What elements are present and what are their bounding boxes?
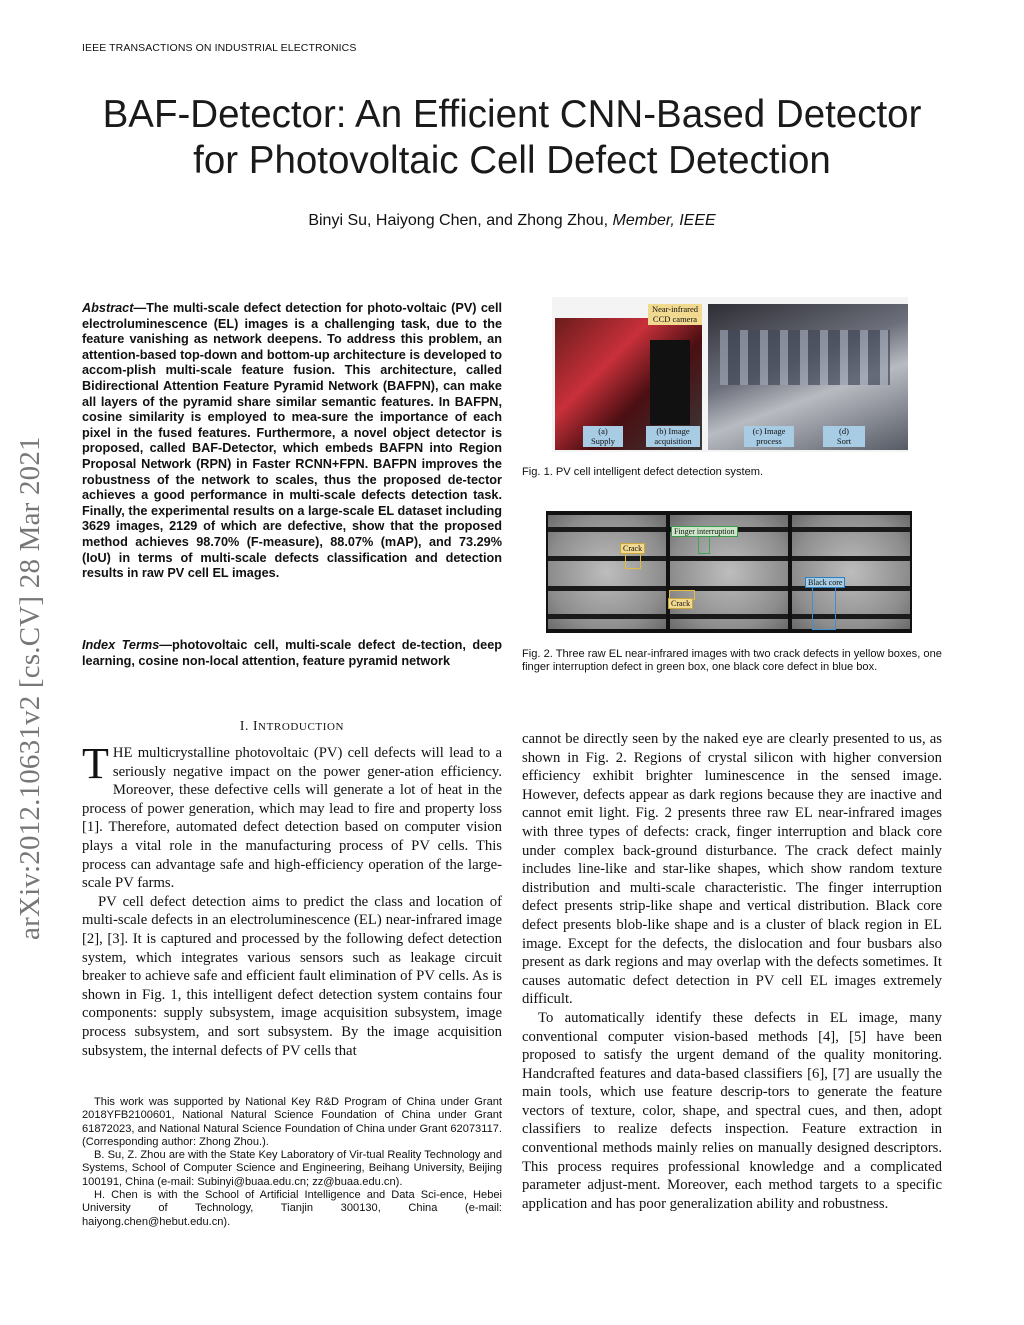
section-rest: NTRODUCTION	[258, 721, 345, 733]
label-supply-line-2: Supply	[590, 435, 616, 446]
label-sort-line-1: (d)	[839, 426, 849, 436]
el-image-3	[792, 515, 910, 629]
figure-2-caption: Fig. 2. Three raw EL near-infrared images with two crack defects in yellow boxes, one finger interruption defect in green box, one black core defect in blue box.	[522, 648, 942, 674]
label-supply-line-1: (a)	[598, 426, 608, 436]
busbar	[548, 556, 910, 561]
footnote-funding: This work was supported by National Key R&D Program of China under Grant 2018YFB2100601, National Natural Science Foundation of China under Grant 61872023, and National Natural Science Foundation of China under Grant 62073117. (Corresponding author: Zhong Zhou.).	[82, 1096, 502, 1148]
fig1-conveyor	[720, 330, 890, 385]
footnote-affiliation-1: B. Su, Z. Zhou are with the State Key Laboratory of Vir-tual Reality Technology and Systems, School of Computer Science and Engineering, Beihang University, Beijing 100191, China (e-mail: Subinyi@buaa.edu.cn; zz@buaa.edu.cn).	[82, 1149, 502, 1188]
intro-p1-text: HE multicrystalline photovoltaic (PV) cell defects will lead to a seriously negative impact on the power gener-ation efficiency. Moreover, these defective cells will generate a lot of heat in the process of power generation, which may lead to fire and property loss [1]. Therefore, automated defect detection based on computer vision plays a vital role in the manufacturing process of PV cells. This process can advantage safe and high-efficiency operation of the large-scale PV farms.	[82, 745, 502, 892]
abstract	[82, 301, 502, 582]
paper-title	[60, 92, 964, 184]
label-acquisition-line-2: acquisition	[654, 435, 692, 446]
label-process-line-2: process	[756, 435, 782, 446]
index-terms-label: Index Terms	[82, 638, 160, 652]
author-membership: Member, IEEE	[612, 212, 716, 229]
finger-interruption-label: Finger interruption	[671, 526, 738, 537]
footnote-affiliation-2: H. Chen is with the School of Artificial Intelligence and Data Sci-ence, Hebei University of Technology, Tianjin 300130, China (e-mail: haiyong.chen@hebut.edu.cn).	[82, 1189, 502, 1228]
title-line-2: for Photovoltaic Cell Defect Detection	[193, 139, 831, 182]
camera-label-line-1: Near-infrared	[651, 304, 699, 314]
fig1-camera-label	[648, 304, 702, 325]
section-initial: I	[252, 718, 259, 733]
title-line-1: BAF-Detector: An Efficient CNN-Based Detector	[102, 93, 922, 136]
index-terms	[82, 638, 502, 669]
label-acquisition-line-1: (b) Image	[656, 426, 690, 436]
figure-1-caption: Fig. 1. PV cell intelligent defect detection system.	[522, 466, 764, 478]
camera-label-line-2: CCD camera	[652, 313, 698, 324]
right-column-text	[522, 730, 942, 1213]
author-names: Binyi Su, Haiyong Chen, and Zhong Zhou,	[308, 212, 609, 229]
finger-interruption-box	[698, 534, 710, 554]
crack-box-1	[625, 553, 641, 569]
intro-paragraph-2: PV cell defect detection aims to predict the class and location of multi-scale defects in an electroluminescence (EL) near-infrared image [2], [3]. It is captured and processed by the following defect detection system, which integrates various sensors such as leakage circuit breaker to achieve safe and efficient fault elimination of PV cells. As is shown in Fig. 1, this intelligent defect detection system contains four components: supply subsystem, image acquisition subsystem, image process subsystem, and sort subsystem. By the image acquisition subsystem, the internal defects of PV cells that	[82, 893, 502, 1059]
fig1-label-acquisition	[646, 426, 700, 447]
abstract-text: —The multi-scale defect detection for photo-voltaic (PV) cell electroluminescence (EL) images is a challenging task, due to the feature vanishing as network deepens. To address this problem, an attention-based top-down and bottom-up architecture is developed to accom-plish multi-scale feature fusion. This architecture, called Bidirectional Attention Feature Pyramid Network (BAFPN), can make all layers of the pyramid share similar semantic features. In BAFPN, cosine similarity is employed to mea-sure the importance of each pixel in the fused features. Furthermore, a novel object detector is proposed, called BAF-Detector, which embeds BAFPN into Region Proposal Network (RPN) in Faster RCNN+FPN. BAFPN improves the robustness of the network to scales, thus the proposed de-tector achieves a good performance in multi-scale defects detection task. Finally, the experimental results on a large-scale EL dataset including 3629 images, 2129 of which are defective, show that the proposed method achieves 98.70% (F-measure), 88.07% (mAP), and 73.29% (IoU) in terms of multi-scale defects classification and detection results in raw PV cell EL images.	[82, 301, 502, 581]
label-process-line-1: (c) Image	[752, 426, 786, 436]
fig1-label-supply	[583, 426, 623, 447]
el-image-1	[548, 515, 666, 629]
black-core-box	[812, 586, 836, 630]
black-core-label: Black core	[805, 577, 845, 588]
intro-paragraph-1	[82, 739, 502, 893]
right-paragraph-1: cannot be directly seen by the naked eye are clearly presented to us, as shown in Fig. 2. Regions of crystal silicon with higher conversion efficiency exhibit brighter luminescence in the sensed image. However, defects appear as dark regions because they are inactive and cannot emit light. Fig. 2 presents three raw EL near-infrared images with three types of defects: crack, finger interruption and black core under complex back-ground disturbance. The crack defect mainly includes line-like and star-like shapes, which show random texture distribution and multi-scale characteristic. The finger interruption defect presents strip-like shape and vertical distribution. Black core defect presents blob-like shape and is a cluster of black region in EL image. Except for the defects, the dislocation and four busbars also present as dark regions and may overlap with the defects sometimes. It causes automatic defect detection in PV cell EL images extremely difficult.	[522, 731, 942, 1008]
label-sort-line-2: Sort	[836, 435, 852, 446]
section-numeral: I.	[239, 718, 253, 733]
busbar	[548, 614, 910, 619]
fig1-camera-unit	[650, 340, 690, 425]
arxiv-stamp: arXiv:2012.10631v2 [cs.CV] 28 Mar 2021	[14, 436, 46, 940]
crack-label-1: Crack	[620, 543, 645, 554]
fig1-label-sort	[823, 426, 865, 447]
author-line	[0, 212, 1024, 230]
busbar	[548, 586, 910, 591]
right-paragraph-2: To automatically identify these defects in EL image, many conventional computer vision-based methods [4], [5] have been proposed to satisfy the urgent demand of the quality monitoring. Handcrafted features and data-based classifiers [6], [7] are usually the main tools, which use feature descrip-tors to generate the feature vectors of texture, color, shape, and spectral cues, and then, adopt classifiers to realize defects inspection. Feature extraction in conventional methods mainly relies on manually designed descriptors. This process requires professional knowledge and a complicated parameter adjust-ment. Moreover, each method targets to a specific application and has poor generalization ability and robustness.	[522, 1009, 942, 1212]
introduction-text	[82, 739, 502, 1060]
abstract-label: Abstract	[82, 301, 134, 315]
drop-cap: T	[82, 739, 109, 788]
image-separator	[666, 511, 670, 633]
section-heading-introduction	[82, 718, 502, 734]
image-separator	[788, 511, 792, 633]
crack-label-2: Crack	[668, 598, 693, 609]
footnote	[82, 1096, 502, 1229]
journal-header: IEEE TRANSACTIONS ON INDUSTRIAL ELECTRONICS	[82, 42, 357, 54]
fig1-label-process	[744, 426, 794, 447]
index-terms-text: —photovoltaic cell, multi-scale defect de-tection, deep learning, cosine non-local attention, feature pyramid network	[82, 638, 502, 668]
